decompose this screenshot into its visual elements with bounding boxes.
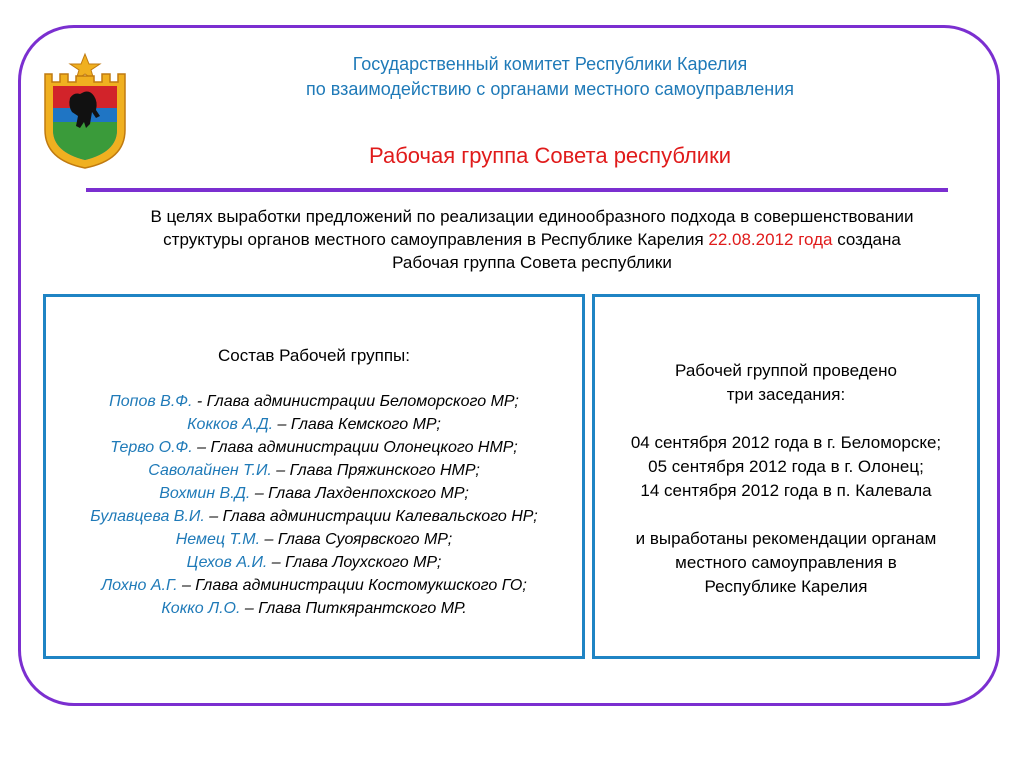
member-name: Булавцева В.И. bbox=[90, 508, 205, 525]
member-name: Кокков А.Д. bbox=[187, 416, 274, 433]
member-name: Немец Т.М. bbox=[175, 531, 261, 548]
member-role: – Глава Пряжинского НМР; bbox=[271, 462, 480, 479]
conclusion-line-1: и выработаны рекомендации органам bbox=[635, 529, 937, 548]
member-name: Саволайнен Т.И. bbox=[148, 462, 272, 479]
meetings-intro-line-1: Рабочей группой проведено bbox=[675, 361, 897, 380]
meetings-intro-line-2: три заседания: bbox=[726, 385, 846, 404]
member-role: – Глава администрации Калевальского НР; bbox=[204, 508, 538, 525]
member-role: – Глава Кемского МР; bbox=[273, 416, 441, 433]
member-role: – Глава Лахденпохского МР; bbox=[250, 485, 469, 502]
organization-header bbox=[150, 52, 950, 102]
member-name: Кокко Л.О. bbox=[161, 600, 241, 617]
header-line-2: по взаимодействию с органами местного самоуправления bbox=[305, 79, 795, 99]
member-role: – Глава Питкярантского МР. bbox=[240, 600, 467, 617]
conclusion-line-2: местного самоуправления в bbox=[675, 553, 897, 572]
member-role: – Глава Суоярвского МР; bbox=[260, 531, 453, 548]
intro-date: 22.08.2012 года bbox=[708, 230, 833, 249]
spacer bbox=[595, 407, 977, 431]
list-item bbox=[46, 390, 582, 413]
list-item bbox=[46, 482, 582, 505]
karelia-coat-of-arms-icon bbox=[40, 52, 130, 170]
intro-paragraph bbox=[140, 205, 924, 274]
list-item bbox=[46, 528, 582, 551]
intro-text-start: В целях выработки предложений по реализации единообразного подхода в совершенствовании структуры органов местного самоуправления в Республике Карелия bbox=[150, 207, 914, 249]
member-name: Попов В.Ф. bbox=[109, 393, 193, 410]
slide-title: Рабочая группа Совета республики bbox=[369, 143, 731, 168]
list-item: 04 сентября 2012 года в г. Беломорске; bbox=[630, 433, 942, 452]
header-line-1: Государственный комитет Республики Карелия bbox=[352, 54, 748, 74]
member-name: Терво О.Ф. bbox=[110, 439, 193, 456]
list-item bbox=[46, 551, 582, 574]
member-role: – Глава администрации Костомукшского ГО; bbox=[177, 577, 527, 594]
meetings-panel bbox=[592, 294, 980, 659]
divider-line bbox=[86, 188, 948, 192]
member-role: - Глава администрации Беломорского МР; bbox=[192, 393, 519, 410]
intro-text-end: создана Рабочая группа Совета республики bbox=[392, 230, 901, 272]
list-item bbox=[46, 459, 582, 482]
member-role: – Глава Лоухского МР; bbox=[267, 554, 442, 571]
list-item bbox=[46, 505, 582, 528]
spacer bbox=[595, 503, 977, 527]
list-item bbox=[46, 574, 582, 597]
members-title: Состав Рабочей группы: bbox=[218, 346, 410, 365]
list-item: 05 сентября 2012 года в г. Олонец; bbox=[648, 457, 924, 476]
member-name: Цехов А.И. bbox=[186, 554, 268, 571]
list-item bbox=[46, 436, 582, 459]
member-name: Вохмин В.Д. bbox=[159, 485, 251, 502]
members-list bbox=[46, 390, 582, 620]
list-item: 14 сентября 2012 года в п. Калевала bbox=[640, 481, 932, 500]
list-item bbox=[46, 413, 582, 436]
members-panel bbox=[43, 294, 585, 659]
conclusion-line-3: Республике Карелия bbox=[704, 577, 868, 596]
list-item bbox=[46, 597, 582, 620]
member-name: Лохно А.Г. bbox=[101, 577, 178, 594]
member-role: – Глава администрации Олонецкого НМР; bbox=[192, 439, 518, 456]
meetings-content bbox=[595, 359, 977, 599]
meetings-list bbox=[595, 431, 977, 503]
